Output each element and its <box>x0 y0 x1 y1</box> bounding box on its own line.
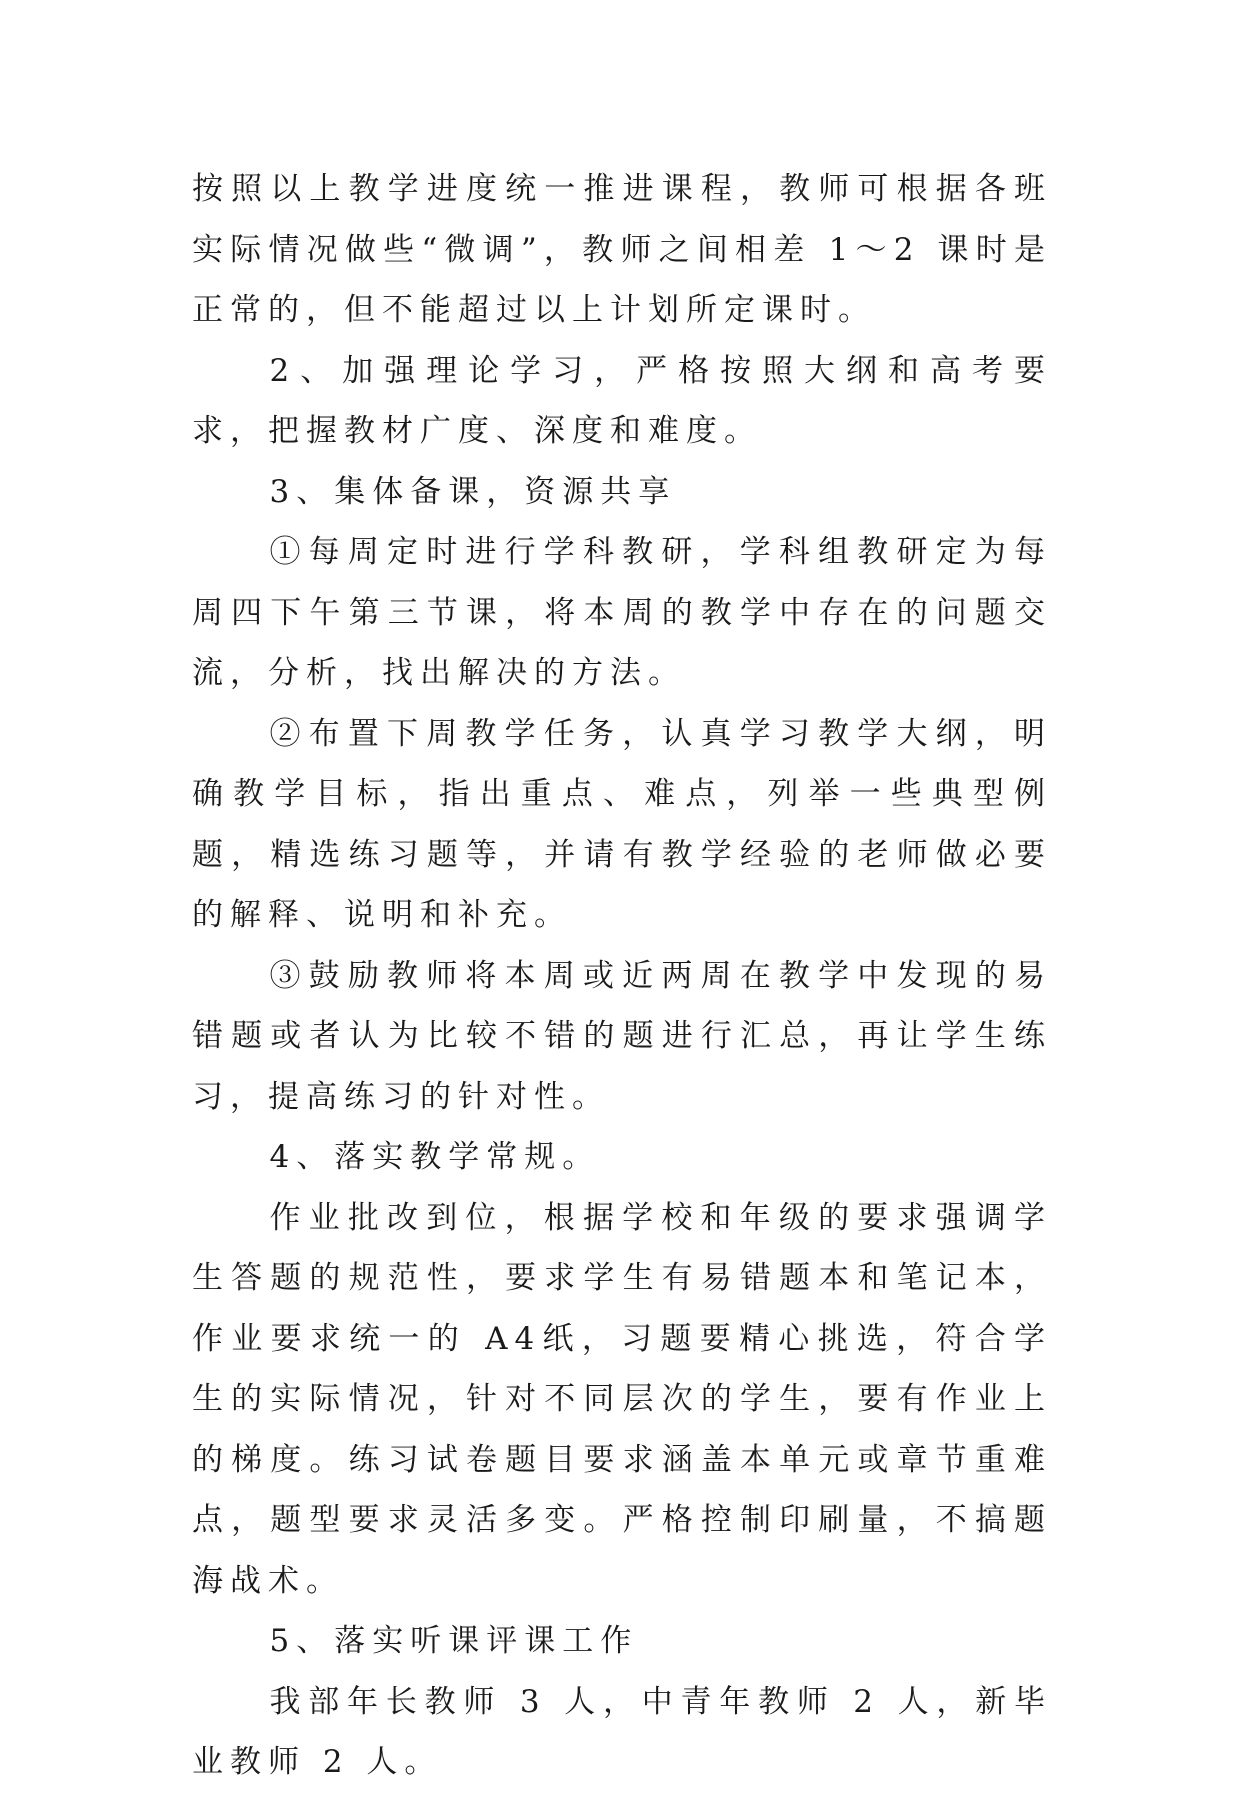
paragraph-teacher-count: 我部年长教师 3 人，中青年教师 2 人，新毕业教师 2 人。 <box>192 1683 1052 1780</box>
document-body <box>192 159 1052 1793</box>
paragraph-teaching-routine-heading: 4、落实教学常规。 <box>269 1139 601 1175</box>
paragraph-weekly-research: ①每周定时进行学科教研，学科组教研定为每周四下午第三节课，将本周的教学中存在的问题交流，分析，找出解决的方法。 <box>192 534 1052 691</box>
paragraph-collective-lesson-prep-heading: 3、集体备课，资源共享 <box>269 473 677 510</box>
paragraph-lesson-observation-heading: 5、落实听课评课工作 <box>269 1623 639 1659</box>
paragraph-assign-tasks: ②布置下周教学任务，认真学习教学大纲，明确教学目标，指出重点、难点，列举一些典型例题，精选练习题等，并请有教学经验的老师做必要的解释、说明和补充。 <box>192 715 1052 933</box>
paragraph-theory-study: 2、加强理论学习，严格按照大纲和高考要求，把握教材广度、深度和难度。 <box>192 352 1052 449</box>
paragraph-error-collection: ③鼓励教师将本周或近两周在教学中发现的易错题或者认为比较不错的题进行汇总，再让学生练习，提高练习的针对性。 <box>192 957 1052 1115</box>
paragraph-progress-adjustment: 按照以上教学进度统一推进课程，教师可根据各班实际情况做些“微调”，教师之间相差 1～2 课时是正常的，但不能超过以上计划所定课时。 <box>192 171 1052 328</box>
paragraph-homework-grading: 作业批改到位，根据学校和年级的要求强调学生答题的规范性，要求学生有易错题本和笔记本，作业要求统一的 A4纸，习题要精心挑选，符合学生的实际情况，针对不同层次的学生，要有作业上的梯度。练习试卷题目要求涵盖本单元或章节重难点，题型要求灵活多变。严格控制印刷量，不搞题海战术。 <box>192 1199 1052 1599</box>
